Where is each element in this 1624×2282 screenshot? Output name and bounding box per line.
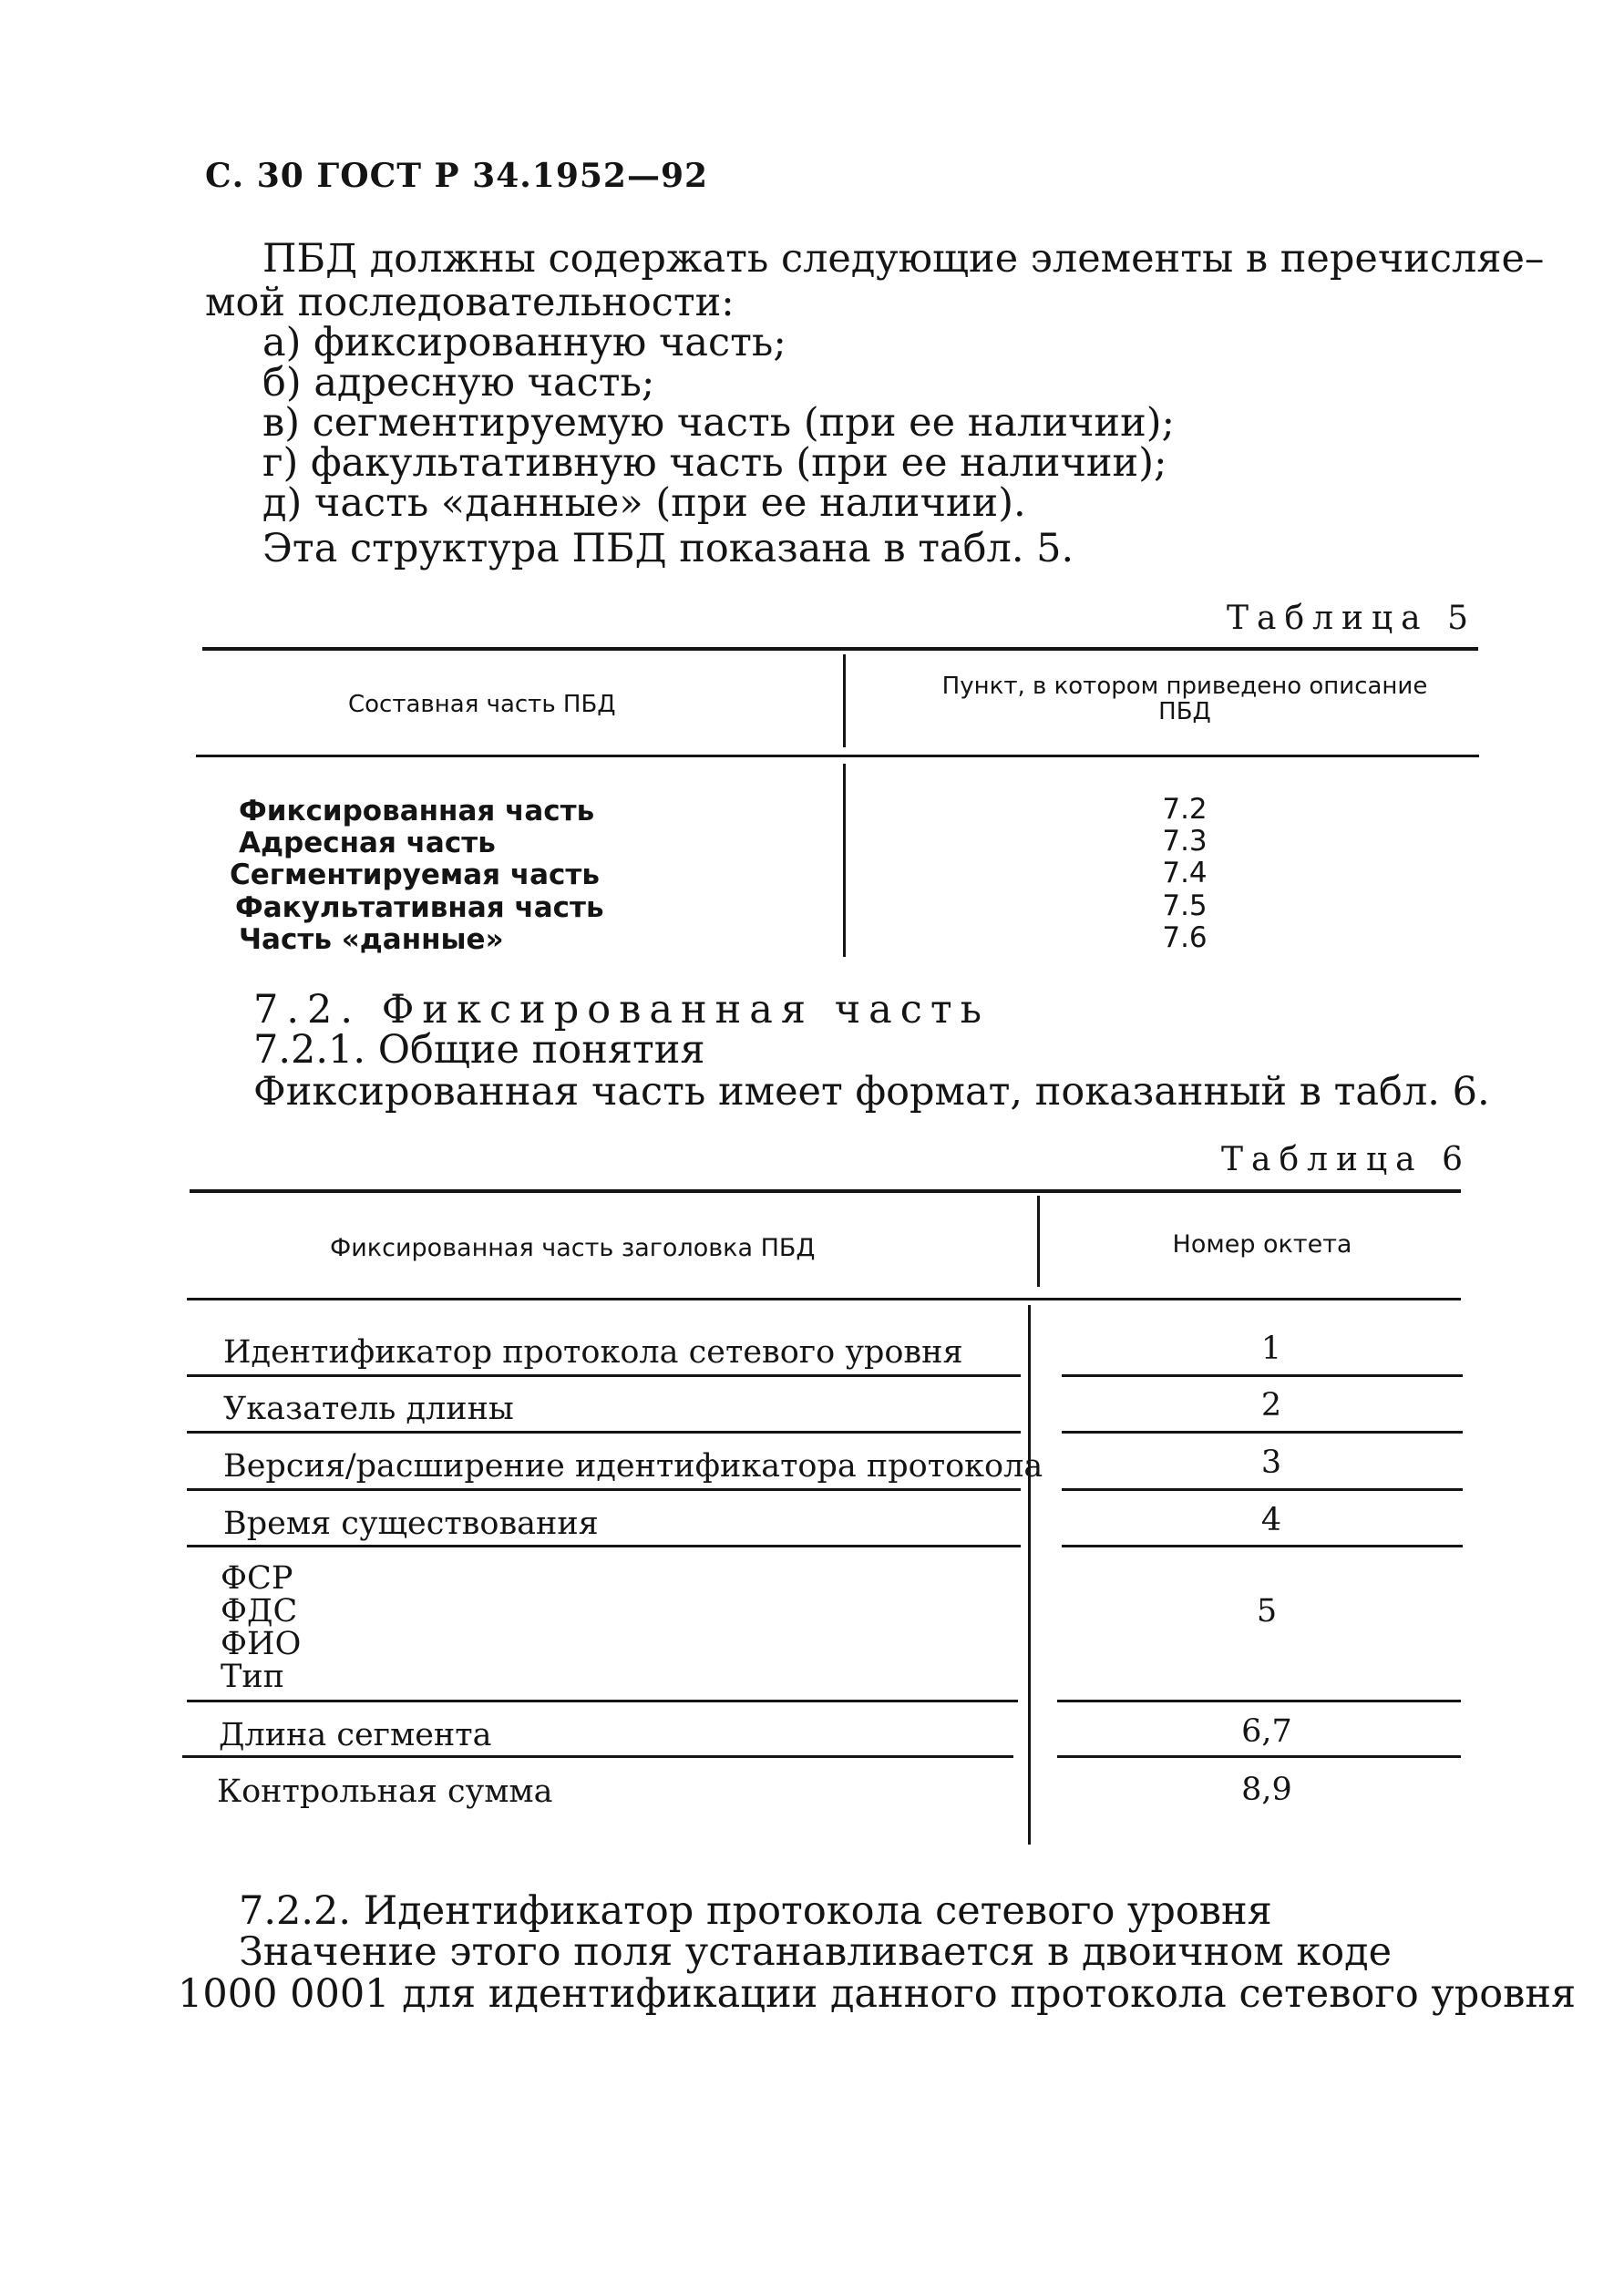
table6-field: Контрольная сумма	[217, 1773, 553, 1810]
table5-clause: 7.6	[1162, 921, 1208, 954]
table6-field: Идентификатор протокола сетевого уровня	[223, 1334, 963, 1371]
row-rule	[1062, 1374, 1463, 1377]
list-item: а) фиксированную часть;	[262, 320, 786, 365]
table5-clause: 7.3	[1162, 825, 1208, 858]
row-rule	[1057, 1700, 1461, 1702]
list-item: г) факультативную часть (при ее наличии);	[262, 440, 1167, 486]
table6-group-field: ФДС	[221, 1593, 298, 1629]
row-rule	[187, 1488, 1021, 1491]
table5-clause: 7.5	[1162, 889, 1208, 922]
list-item: д) часть «данные» (при ее наличии).	[262, 480, 1026, 526]
intro-closing: Эта структура ПБД показана в табл. 5.	[262, 526, 1074, 571]
table5-clause: 7.2	[1162, 793, 1208, 826]
table6-group-octet: 5	[1256, 1593, 1278, 1629]
table5-part: Фиксированная часть	[239, 795, 595, 827]
table5-label: Таблица 5	[1227, 600, 1476, 637]
table5-part: Сегментируемая часть	[230, 858, 600, 891]
table6-octet: 1	[1260, 1331, 1282, 1367]
list-item: б) адресную часть;	[262, 360, 655, 406]
table6-field: Указатель длины	[223, 1391, 514, 1427]
section2-line-1: Значение этого поля устанавливается в двоичном коде	[239, 1929, 1393, 1975]
table6-body-divider	[1028, 1305, 1031, 1845]
table5-part: Часть «данные»	[239, 923, 504, 956]
table6-octet: 2	[1260, 1387, 1282, 1424]
table6-header-divider	[1037, 1196, 1040, 1287]
row-rule	[1057, 1755, 1461, 1758]
section2-line-2: 1000 0001 для идентификации данного протокола сетевого уровня	[178, 1971, 1577, 2017]
table6-field: Время существования	[223, 1506, 599, 1542]
section-heading: 7.2. Фиксированная часть	[253, 987, 991, 1033]
section2-heading: 7.2.2. Идентификатор протокола сетевого уровня	[239, 1888, 1272, 1934]
table5-body-divider	[843, 764, 846, 957]
row-rule	[1062, 1431, 1463, 1434]
sub-heading: 7.2.1. Общие понятия	[253, 1027, 705, 1073]
table5-col2-header-line1: Пункт, в котором приведено описание	[941, 673, 1428, 700]
table5-part: Факультативная часть	[235, 891, 604, 924]
table5-header-rule	[196, 755, 1479, 757]
table6-col1-header: Фиксированная часть заголовка ПБД	[330, 1234, 816, 1262]
table5-header-divider	[843, 654, 846, 747]
table6-octet: 6,7	[1241, 1713, 1292, 1750]
intro-line-2: мой последовательности:	[205, 280, 735, 325]
row-rule	[187, 1545, 1021, 1547]
table6-top-rule	[190, 1189, 1461, 1193]
row-rule	[187, 1700, 1018, 1702]
row-rule	[187, 1431, 1021, 1434]
table6-label: Таблица 6	[1221, 1141, 1471, 1178]
table6-group-field: Тип	[221, 1659, 284, 1695]
table6-header-rule	[187, 1298, 1461, 1300]
intro-line-1: ПБД должны содержать следующие элементы в перечисляе–	[262, 236, 1545, 282]
row-rule	[187, 1374, 1021, 1377]
table6-octet: 3	[1260, 1444, 1282, 1481]
table6-col2-header: Номер октета	[1172, 1230, 1352, 1259]
table6-field: Версия/расширение идентификатора протокола	[223, 1448, 1043, 1485]
table6-octet: 8,9	[1241, 1772, 1292, 1808]
table6-group-field: ФСР	[221, 1560, 293, 1597]
table5-part: Адресная часть	[239, 827, 496, 859]
table5-col1-header: Составная часть ПБД	[348, 691, 616, 718]
section-text: Фиксированная часть имеет формат, показанный в табл. 6.	[253, 1069, 1490, 1115]
table6-octet: 4	[1260, 1502, 1282, 1538]
row-rule	[1062, 1545, 1463, 1547]
row-rule	[1062, 1488, 1463, 1491]
row-rule	[182, 1755, 1013, 1758]
table6-field: Длина сегмента	[219, 1717, 492, 1753]
list-item: в) сегментируемую часть (при ее наличии);	[262, 400, 1175, 446]
table5-col2-header-line2: ПБД	[1158, 698, 1211, 725]
table5-clause: 7.4	[1162, 857, 1208, 889]
page-header: С. 30 ГОСТ Р 34.1952—92	[205, 157, 709, 195]
table6-group-field: ФИО	[221, 1626, 302, 1662]
table5-top-rule	[202, 647, 1478, 651]
